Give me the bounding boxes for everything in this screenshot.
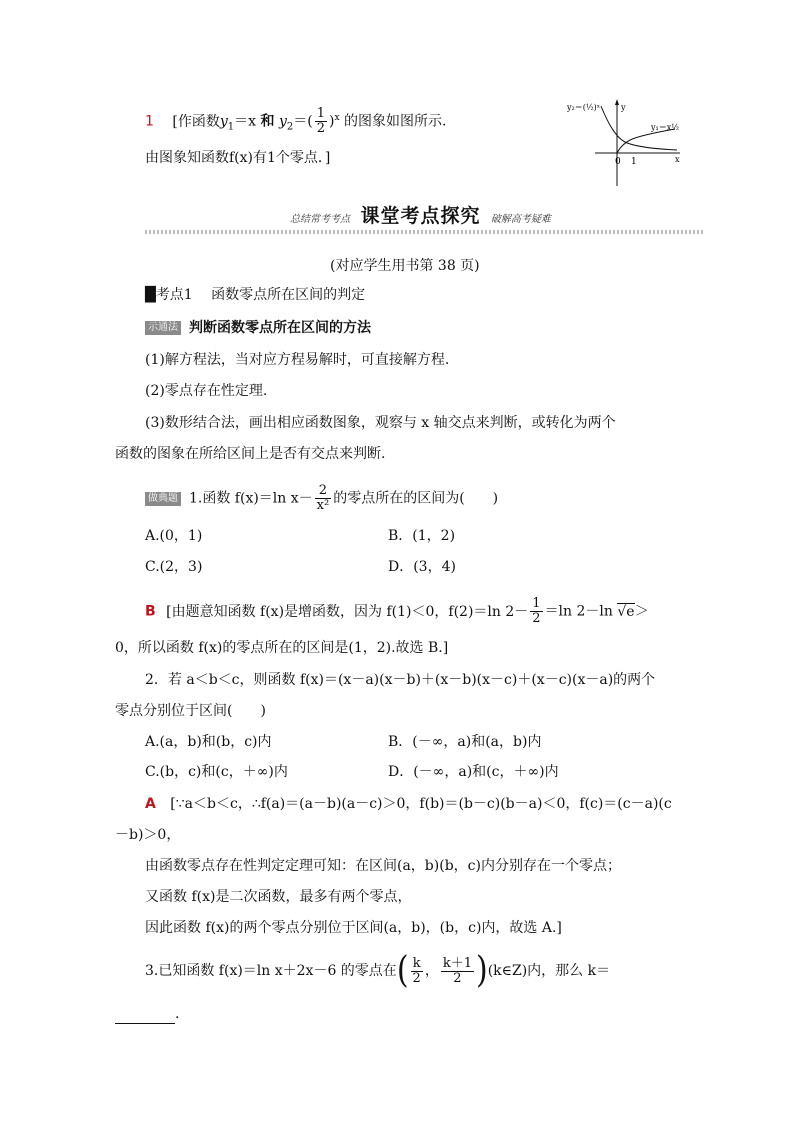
left-paren: ( — [396, 949, 409, 992]
section-banner: 总结常考考点 课堂考点探究 破解高考疑难 — [290, 205, 551, 227]
q1-option-a: A.(0，1) — [145, 528, 203, 544]
example-tag: 做典题 — [145, 492, 181, 506]
q2-option-d: D．(－∞，a)和(c，＋∞)内 — [388, 764, 559, 780]
q2-option-c: C.(b，c)和(c，＋∞)内 — [145, 764, 288, 780]
q1-option-c: C.(2，3) — [145, 559, 203, 575]
q2-option-a: A.(a，b)和(b，c)内 — [145, 734, 272, 750]
q2-option-b: B．(－∞，a)和(a，b)内 — [388, 734, 542, 750]
fraction-half: $\frac{1}{2}$ — [316, 106, 325, 136]
q2-answer-line4: 又函数 f(x)是二次函数，最多有两个零点， — [145, 889, 412, 905]
q2-answer-line1: A [∵a＜b＜c，∴f(a)＝(a－b)(a－c)＞0，f(b)＝(b－c)(b－a)＜0，f(c)＝(c－a)(c — [145, 796, 672, 812]
section-icon: █ — [145, 287, 156, 303]
graph-y2-label: y₂＝(½)ˣ — [567, 103, 601, 112]
banner-divider — [145, 230, 705, 234]
answer-1-line2: 由图象知函数f(x)有1个零点．] — [145, 150, 331, 166]
q2-answer-line3: 由函数零点存在性判定定理可知：在区间(a，b)(b，c)内分别存在一个零点； — [145, 858, 621, 874]
graph-y1-label: y₁＝x½ — [651, 123, 679, 132]
method-item: (1)解方程法，当对应方程易解时，可直接解方程. — [145, 352, 450, 368]
graph-y-axis: y — [621, 103, 626, 112]
q3-answer-blank[interactable]: . — [115, 1004, 179, 1024]
q1-answer-fraction: $\frac{1}{2}$ — [532, 596, 541, 626]
q1-answer-line1: B [由题意知函数 f(x)是增函数，因为 f(1)＜0，f(2)＝ln 2－ $\frac{1}{2}$ ＝ln 2－ln √e＞ — [145, 596, 649, 626]
page-reference: (对应学生用书第 38 页) — [330, 258, 480, 274]
function-graph — [565, 96, 685, 188]
graph-one: 1 — [631, 157, 637, 167]
method-heading: 示通法 判断函数零点所在区间的方法 — [145, 318, 371, 338]
q1-option-d: D．(3，4) — [388, 559, 456, 575]
answer-blank[interactable] — [115, 1009, 175, 1024]
q2-answer-line2: －b)＞0， — [115, 827, 181, 843]
method-item: (3)数形结合法，画出相应函数图象，观察与 x 轴交点来判断，或转化为两个 — [145, 415, 616, 431]
q3-fraction-k-plus-1: $\frac{k+1}{2}$ — [442, 955, 472, 986]
q1-stem: 做典题 1.函数 f(x)＝ln x－ $\frac{2}{\text{x²}}$ 的零点所在的区间为( ) — [145, 484, 498, 513]
q1-fraction: $\frac{2}{\text{x²}}$ — [316, 483, 330, 513]
graph-x-axis: x — [675, 155, 680, 164]
method-item: 函数的图象在所给区间上是否有交点来判断. — [115, 446, 386, 462]
section-heading: █考点1 函数零点所在区间的判定 — [145, 287, 366, 303]
method-item: (2)零点存在性定理. — [145, 383, 268, 399]
method-tag: 示通法 — [145, 321, 181, 335]
q2-stem-line2: 零点分别位于区间( ) — [115, 703, 266, 719]
q3-fraction-k: $\frac{k}{2}$ — [412, 955, 421, 986]
q1-answer-line2: 0，所以函数 f(x)的零点所在的区间是(1，2).故选 B.] — [115, 640, 449, 656]
q2-answer-line5: 因此函数 f(x)的两个零点分别位于区间(a，b)，(b，c)内，故选 A.] — [145, 920, 562, 936]
answer-1-line1: 1 [作函数$y_1=x$ 和 $y_2=$( $\frac{1}{2}$ )$^x$ 的图象如图所示. — [145, 106, 447, 136]
q3-stem: 3.已知函数 f(x)＝ln x＋2x－6 的零点在( $\frac{k}{2}$ ， $\frac{k+1}{2}$ )(k∈Z)内，那么 k＝ — [145, 949, 611, 992]
graph-origin: 0 — [615, 157, 621, 167]
q2-stem-line1: 2．若 a＜b＜c，则函数 f(x)＝(x－a)(x－b)＋(x－b)(x－c)＋(x－c)(x－a)的两个 — [145, 672, 656, 688]
right-paren: ) — [475, 949, 488, 992]
q1-option-b: B．(1，2) — [388, 528, 456, 544]
